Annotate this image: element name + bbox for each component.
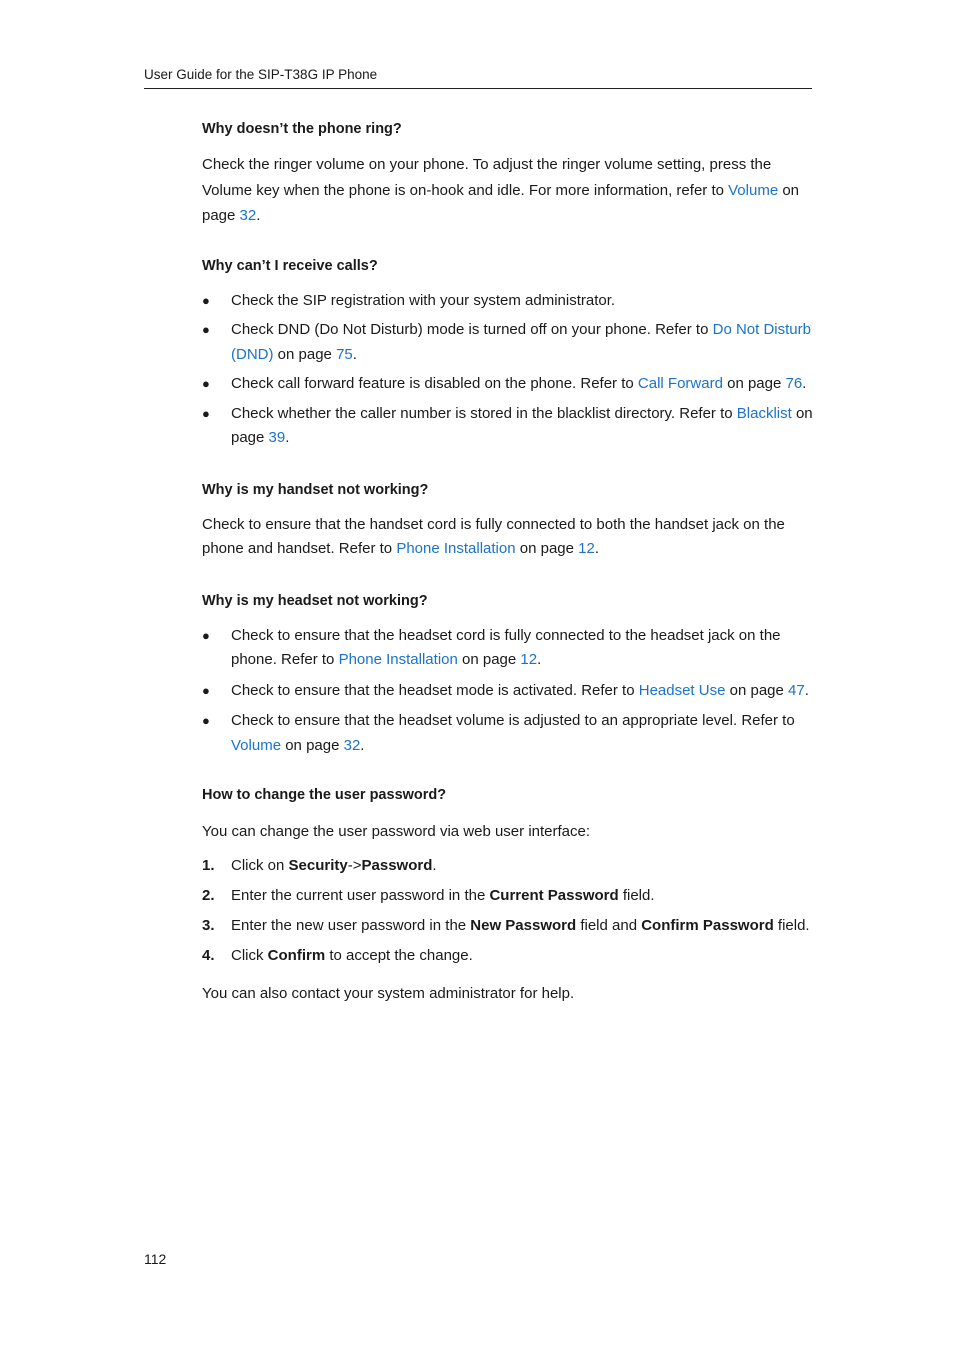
headset-list	[202, 624, 814, 759]
text: Check to ensure that the headset cord is fully connected to the headset jack on the phone. Refer to	[231, 626, 781, 668]
text: field.	[618, 886, 655, 904]
text: field and	[576, 916, 642, 934]
link-blacklist[interactable]: Blacklist	[736, 404, 792, 422]
text: Check to ensure that the handset cord is fully connected to both the handset jack on the phone and handset. Refer to	[202, 515, 785, 557]
text: Check call forward feature is disabled on the phone. Refer to	[231, 375, 638, 392]
text: on page	[722, 375, 786, 392]
heading-headset: Why is my headset not working?	[202, 592, 428, 609]
text: Enter the current user password in the	[231, 886, 490, 904]
list-item	[202, 709, 814, 758]
step-number: 4.	[202, 946, 215, 964]
text: on page	[515, 540, 579, 557]
link-page-47[interactable]: 47	[788, 681, 805, 699]
menu-password: Password	[361, 856, 433, 874]
text: .	[360, 736, 365, 754]
page-content	[202, 118, 814, 1006]
text: Click on	[231, 856, 289, 874]
text: .	[804, 681, 809, 699]
list-item	[202, 318, 814, 367]
password-steps	[202, 855, 814, 967]
link-page-39[interactable]: 39	[268, 429, 286, 446]
text: Check the ringer volume on your phone. To adjust the ringer volume setting, press the Volume key when the phone is on-hook and idle. For more information, refer to	[202, 156, 772, 199]
text: Check whether the caller number is stored in the blacklist directory. Refer to	[231, 404, 737, 422]
step-item	[202, 915, 814, 937]
text: on page	[725, 681, 789, 699]
text: .	[537, 651, 542, 668]
link-phone-installation[interactable]: Phone Installation	[396, 540, 516, 557]
paragraph-password-intro: You can change the user password via web user interface:	[202, 823, 591, 840]
text: Check to ensure that the headset volume is adjusted to an appropriate level. Refer to	[231, 712, 795, 729]
receive-calls-list	[202, 289, 814, 451]
text: on page	[231, 404, 813, 446]
text: .	[594, 540, 599, 557]
link-dnd[interactable]: Do Not Disturb (DND)	[231, 321, 811, 363]
text: field.	[773, 916, 810, 934]
step-number: 2.	[202, 886, 215, 904]
bullet-icon: ●	[202, 713, 210, 728]
text: on page	[281, 736, 344, 754]
link-page-76[interactable]: 76	[785, 375, 803, 392]
heading-change-password: How to change the user password?	[202, 787, 447, 803]
link-headset-use[interactable]: Headset Use	[638, 681, 726, 699]
link-page-75[interactable]: 75	[336, 345, 353, 363]
text: .	[285, 429, 290, 446]
step-item	[202, 945, 814, 967]
step-number: 1.	[202, 856, 215, 874]
running-header	[144, 67, 812, 89]
text: Check DND (Do Not Disturb) mode is turned off on your phone. Refer to	[231, 321, 713, 338]
step-number: 3.	[202, 916, 215, 934]
link-page-32[interactable]: 32	[343, 736, 361, 754]
bullet-icon: ●	[202, 376, 210, 391]
heading-receive-calls: Why can’t I receive calls?	[202, 257, 378, 274]
list-item	[202, 289, 814, 314]
text: on page	[457, 651, 521, 668]
list-item	[202, 402, 814, 451]
text: ->	[347, 856, 362, 874]
list-item	[202, 624, 814, 673]
link-page-12[interactable]: 12	[520, 651, 538, 668]
link-call-forward[interactable]: Call Forward	[637, 375, 723, 392]
header-title: User Guide for the SIP-T38G IP Phone	[144, 67, 378, 82]
link-phone-installation[interactable]: Phone Installation	[338, 651, 458, 668]
step-item	[202, 855, 814, 877]
bullet-icon: ●	[202, 682, 210, 698]
text: to accept the change.	[325, 946, 473, 964]
text: .	[432, 856, 437, 874]
text: on page	[273, 345, 337, 363]
paragraph-phone-ring	[202, 152, 814, 229]
link-page-12[interactable]: 12	[578, 540, 595, 557]
text: .	[802, 375, 807, 392]
text: on page	[202, 181, 800, 224]
bullet-icon: ●	[202, 627, 210, 643]
link-volume[interactable]: Volume	[728, 181, 779, 199]
page-number: 112	[144, 1251, 167, 1267]
list-item	[202, 679, 814, 704]
bullet-icon: ●	[202, 405, 210, 421]
field-new-password: New Password	[470, 916, 577, 934]
link-volume[interactable]: Volume	[231, 736, 282, 754]
text: .	[256, 207, 261, 224]
field-confirm-password: Confirm Password	[641, 916, 774, 934]
text: Check the SIP registration with your system administrator.	[231, 291, 616, 309]
heading-phone-ring: Why doesn’t the phone ring?	[202, 121, 402, 137]
list-item	[202, 372, 814, 397]
paragraph-password-outro: You can also contact your system administrator for help.	[202, 984, 575, 1002]
text: Click	[231, 946, 268, 964]
menu-security: Security	[288, 856, 348, 874]
text: Check to ensure that the headset mode is activated. Refer to	[231, 681, 639, 699]
bullet-icon: ●	[202, 322, 210, 337]
paragraph-handset	[202, 513, 814, 562]
field-current-password: Current Password	[489, 886, 619, 904]
bullet-icon: ●	[202, 292, 210, 308]
step-item	[202, 885, 814, 907]
text: Enter the new user password in the	[231, 916, 471, 934]
heading-handset: Why is my handset not working?	[202, 481, 429, 498]
link-page-32[interactable]: 32	[239, 207, 257, 224]
button-confirm: Confirm	[267, 946, 326, 964]
text: .	[352, 345, 357, 363]
